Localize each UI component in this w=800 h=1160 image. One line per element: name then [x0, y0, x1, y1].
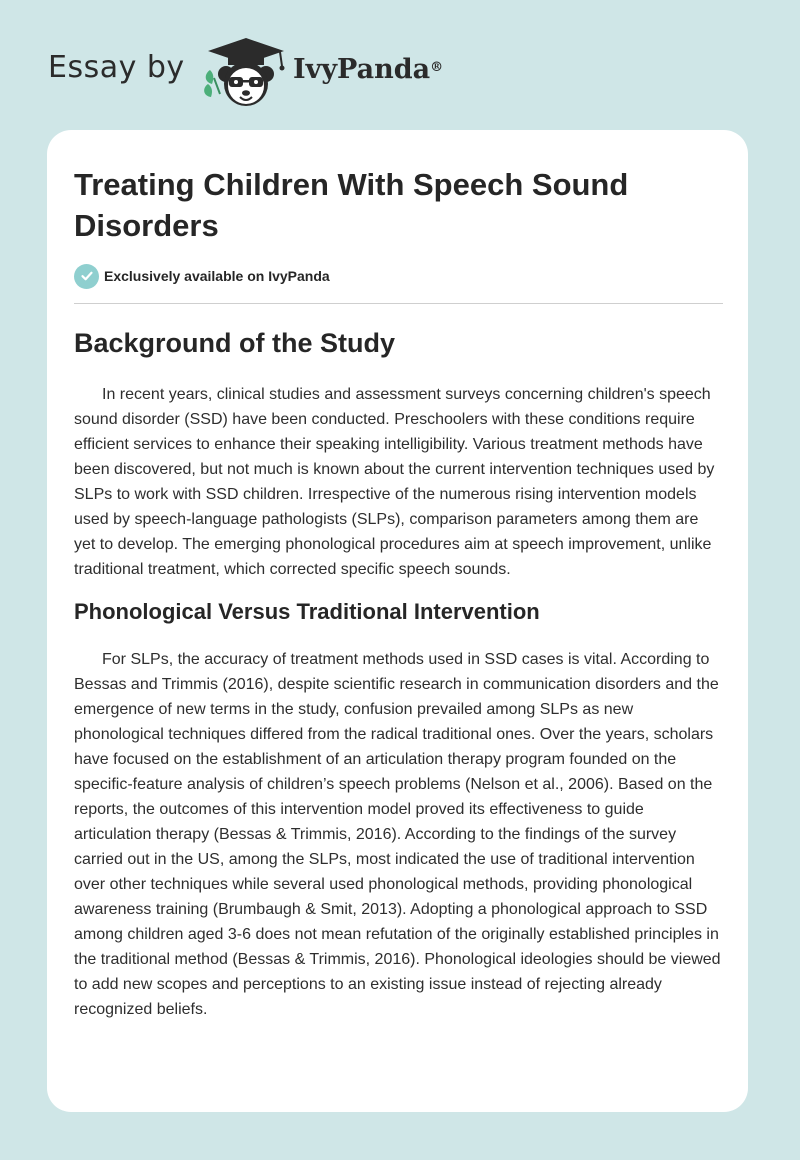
article-body: [74, 320, 724, 1022]
brand-name-text: IvyPanda: [293, 54, 431, 85]
brand-name[interactable]: [293, 52, 443, 88]
check-circle-icon: [74, 264, 99, 289]
section-heading-phonological: Phonological Versus Traditional Intervention: [74, 599, 540, 624]
article-title: Treating Children With Speech Sound Disorders: [74, 167, 629, 243]
registered-mark: ®: [430, 60, 444, 75]
section-paragraph-phonological: For SLPs, the accuracy of treatment methods used in SSD cases is vital. According to Bessas and Trimmis (2016), despite scientific research in communication disorders and the emergence of new terms in the study, confusion prevailed among SLPs as new phonological techniques differed from the radical traditional ones. Over the years, scholars have focused on the establishment of an articulation therapy program founded on the specific-feature analysis of children’s speech problems (Nelson et al., 2006). Based on the reports, the outcomes of this intervention model proved its effectiveness to guide articulation therapy (Bessas & Trimmis, 2016). According to the findings of the survey carried out in the US, among the SLPs, most indicated the use of traditional intervention over other techniques while several used phonological methods, providing phonological awareness training (Brumbaugh & Smit, 2013). Adopting a phonological approach to SSD among children aged 3-6 does not mean refutation of the originally established principles in the traditional method (Bessas & Trimmis, 2016). Phonological ideologies should be viewed to add new scopes and perceptions to an existing issue instead of rejecting already recognized beliefs.: [74, 651, 721, 1018]
title-divider: [74, 303, 723, 304]
site-header: [0, 0, 800, 120]
article-card: [47, 130, 748, 1112]
essay-by-label: Essay by: [48, 50, 185, 85]
section-heading-background: Background of the Study: [74, 328, 396, 358]
exclusive-badge: [74, 263, 330, 289]
section-paragraph-background: In recent years, clinical studies and assessment surveys concerning children's speech sound disorder (SSD) have been conducted. Preschoolers with these conditions require efficient services to enhance their speaking intelligibility. Various treatment methods have been discovered, but not much is known about the current intervention techniques used by SLPs to work with SSD children. Irrespective of the numerous rising intervention models used by speech-language pathologists (SLPs), comparison parameters among them are yet to develop. The emerging phonological procedures aim at speech improvement, unlike traditional treatment, which corrected specific speech sounds.: [74, 386, 715, 578]
exclusive-badge-text: Exclusively available on IvyPanda: [104, 268, 330, 284]
panda-graduation-cap-icon[interactable]: [200, 34, 292, 110]
